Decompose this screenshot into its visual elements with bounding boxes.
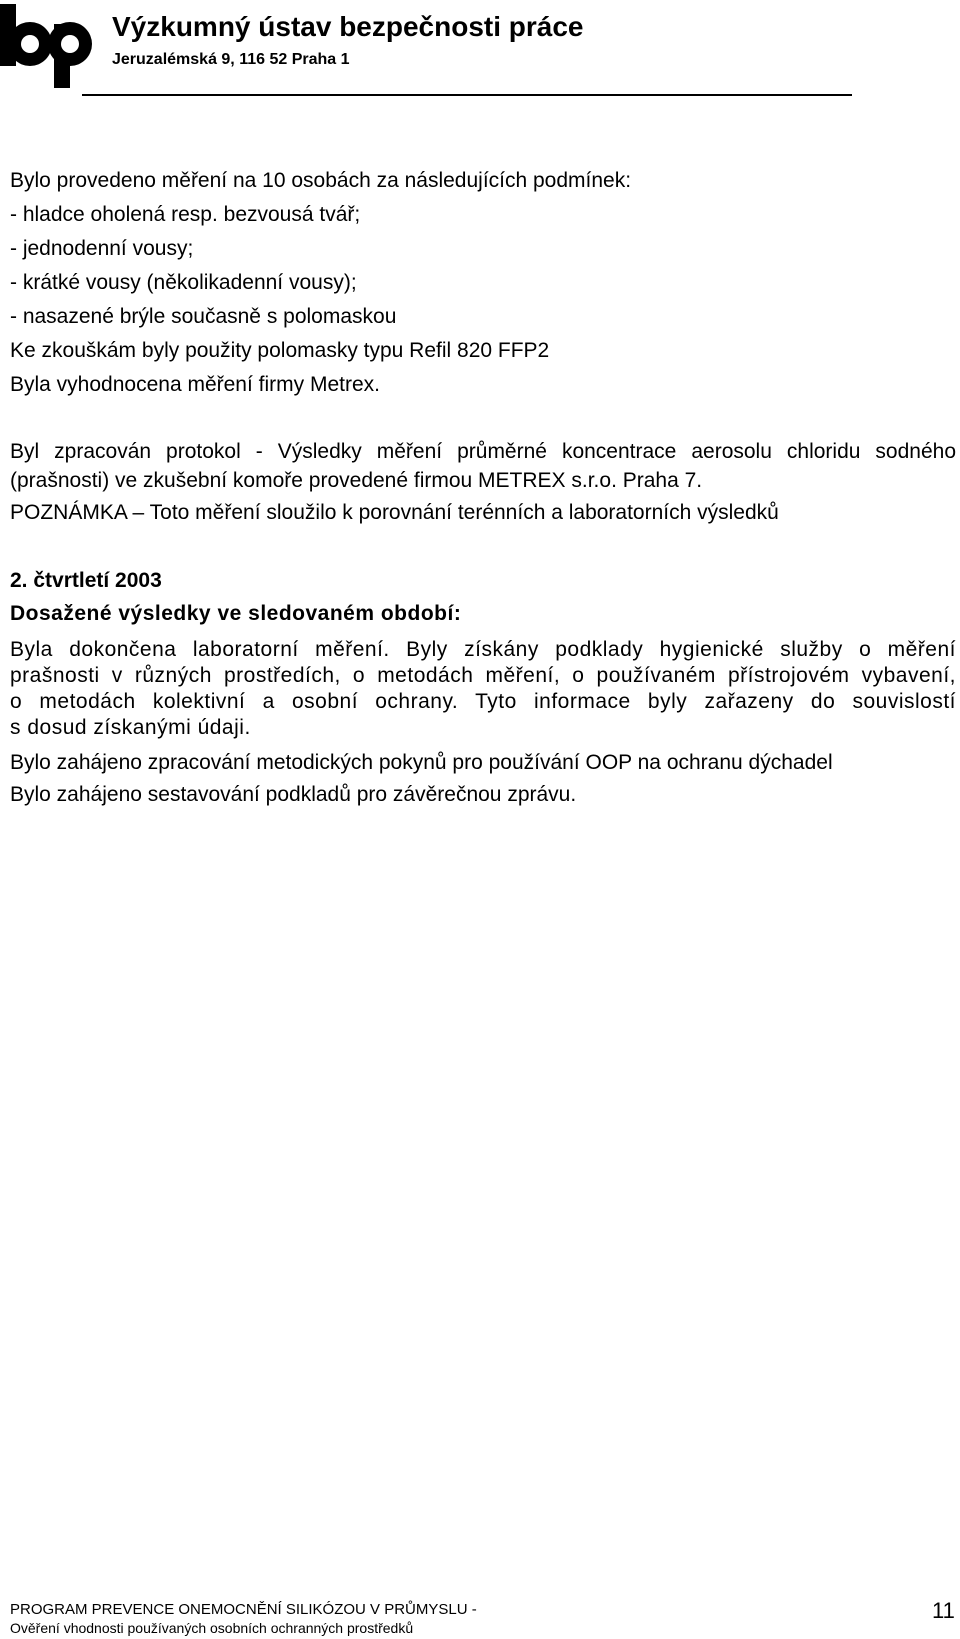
protocol-line-1: Byl zpracován protokol - Výsledky měření průměrné koncentrace aerosolu chloridu sodného [10, 440, 956, 463]
results-heading: Dosažené výsledky ve sledovaném období: [10, 602, 462, 625]
footer-program-title: PROGRAM PREVENCE ONEMOCNĚNÍ SILIKÓZOU V PRŮMYSLU - [10, 1601, 477, 1618]
methodology-text: Bylo zahájeno zpracování metodických pokynů pro používání OOP na ochranu dýchadel [10, 751, 833, 774]
note-text: POZNÁMKA – Toto měření sloužilo k porovnání terénních a laboratorních výsledků [10, 501, 779, 524]
results-paragraph-line: o metodách kolektivní a osobní ochrany. Tyto informace byly zařazeny do souvislostí [10, 690, 956, 713]
results-paragraph-line: prašnosti v různých prostředích, o metodách měření, o používaném přístrojovém vybavení, [10, 664, 956, 687]
organization-name: Výzkumný ústav bezpečnosti práce [112, 11, 584, 42]
protocol-line-2: (prašnosti) ve zkušební komoře provedené firmou METREX s.r.o. Praha 7. [10, 469, 703, 492]
condition-item: - nasazené brýle současně s polomaskou [10, 305, 397, 328]
vubp-logo [0, 0, 100, 92]
condition-item: - krátké vousy (několikadenní vousy); [10, 271, 357, 294]
page-number: 11 [932, 1598, 955, 1623]
results-paragraph-line: s dosud získanými údaji. [10, 716, 251, 739]
organization-address: Jeruzalémská 9, 116 52 Praha 1 [112, 51, 350, 68]
intro-text: Bylo provedeno měření na 10 osobách za následujících podmínek: [10, 169, 632, 192]
footer-program-subtitle: Ověření vhodnosti používaných osobních ochranných prostředků [10, 1620, 414, 1636]
results-paragraph-line: Byla dokončena laboratorní měření. Byly získány podklady hygienické služby o měření [10, 638, 956, 661]
header-divider [82, 94, 852, 96]
evaluation-text: Byla vyhodnocena měření firmy Metrex. [10, 373, 380, 396]
condition-item: - jednodenní vousy; [10, 237, 194, 260]
quarter-heading: 2. čtvrtletí 2003 [10, 569, 162, 592]
final-report-text: Bylo zahájeno sestavování podkladů pro závěrečnou zprávu. [10, 783, 577, 806]
condition-item: - hladce oholená resp. bezvousá tvář; [10, 203, 361, 226]
masks-used-text: Ke zkouškám byly použity polomasky typu Refil 820 FFP2 [10, 339, 550, 362]
